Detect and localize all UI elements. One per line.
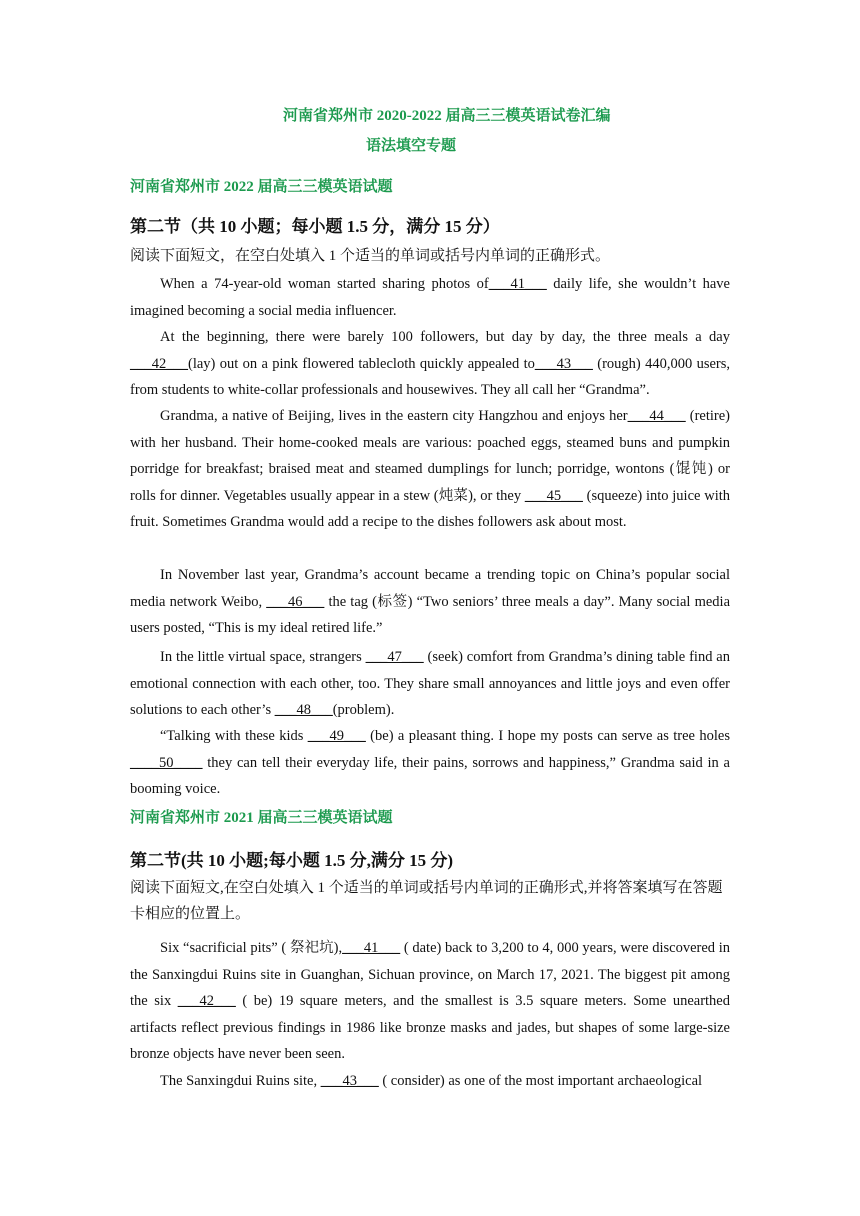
text-run: In the little virtual space, strangers: [160, 649, 366, 665]
passage-paragraph: [130, 271, 730, 324]
section-heading-2022: 河南省郑州市 2022 届高三三模英语试题: [130, 179, 393, 195]
text-run: (rough) 440,000 users, from students to white-collar professionals and housewives. They all call her “Grandma”.: [130, 355, 730, 398]
text-run: (seek) comfort from Grandma’s dining table find an emotional connection with each other, too. They share small annoyances and little joys and even offer solutions to each other’s: [130, 649, 730, 718]
blank-43: ___43___: [534, 355, 593, 372]
text-run: “Talking with these kids: [160, 728, 308, 744]
text-run: When a 74-year-old woman started sharing photos of: [160, 276, 489, 292]
text-run: (squeeze) into juice with fruit. Sometimes Grandma would add a recipe to the dishes followers ask about most.: [130, 487, 730, 530]
text-run: In November last year, Grandma’s account became a trending topic on China’s popular social media network Weibo,: [130, 567, 730, 610]
text-run: ( be) 19 square meters, and the smallest is 3.5 square meters. Some unearthed artifacts reflect previous findings in 1986 like bronze masks and jades, but shapes of some large-size bronze objects have never been seen.: [130, 993, 730, 1062]
text-run: ( consider) as one of the most important archaeological: [378, 1073, 703, 1089]
blank-43: ___43___: [320, 1073, 379, 1089]
text-run: the tag (标签) “Two seniors’ three meals a day”. Many social media users posted, “This is my ideal retired life.”: [130, 593, 731, 636]
passage-paragraph: [130, 644, 730, 724]
blank-50: ____50____: [130, 754, 203, 771]
document-subtitle: 语法填空专题: [366, 138, 457, 154]
blank-44: ___44___: [627, 408, 686, 424]
text-run: (be) a pleasant thing. I hope my posts can serve as tree holes: [365, 728, 730, 744]
document-title: 河南省郑州市 2020-2022 届高三三模英语试卷汇编: [283, 108, 611, 124]
passage-paragraph: [130, 324, 730, 404]
text-run: At the beginning, there were barely 100 followers, but day by day, the three meals a day: [160, 329, 730, 345]
blank-41: ___41___: [342, 940, 401, 956]
part-title-2022: 第二节（共 10 小题；每小题 1.5 分，满分 15 分）: [130, 217, 500, 236]
blank-46: ___46___: [266, 593, 325, 610]
passage-paragraph: [130, 935, 730, 1068]
text-run: ( date) back to 3,200 to 4, 000 years, were discovered in the Sanxingdui Ruins site in Guanghan, Sichuan province, on March 17, 2021. The biggest pit among the six: [130, 940, 731, 1009]
section-heading-2021: 河南省郑州市 2021 届高三三模英语试题: [130, 810, 393, 826]
text-run: Six “sacrificial pits” ( 祭祀坑),: [160, 940, 343, 956]
part-title-2021: 第二节(共 10 小题;每小题 1.5 分,满分 15 分): [130, 851, 453, 870]
blank-42: ___42___: [177, 993, 236, 1009]
blank-42: ___42___: [130, 355, 188, 372]
text-run: daily life, she wouldn’t have imagined becoming a social media influencer.: [130, 276, 730, 319]
text-run: (problem).: [332, 702, 395, 718]
instructions-2021: 阅读下面短文,在空白处填入 1 个适当的单词或括号内单词的正确形式,并将答案填写在答题卡相应的位置上。: [130, 880, 723, 922]
text-run: Grandma, a native of Beijing, lives in the eastern city Hangzhou and enjoys her: [160, 408, 628, 424]
passage-paragraph: [130, 723, 730, 803]
blank-41: ___41___: [488, 276, 547, 292]
text-run: (lay) out on a pink flowered tablecloth quickly appealed to: [188, 355, 535, 372]
text-run: they can tell their everyday life, their pains, sorrows and happiness,” Grandma said in a booming voice.: [130, 754, 730, 797]
passage-paragraph: [130, 403, 730, 536]
text-run: The Sanxingdui Ruins site,: [160, 1073, 321, 1089]
passage-paragraph: [130, 562, 730, 642]
text-run: (retire) with her husband. Their home-cooked meals are various: poached eggs, steamed buns and pumpkin porridge for breakfast; braised meat and steamed dumplings for lunch; porridge, wontons (馄饨) or rolls for dinner. Vegetables usually appear in a stew (炖菜), or they: [130, 408, 730, 504]
instructions-2022: 阅读下面短文，在空白处填入 1 个适当的单词或括号内单词的正确形式。: [130, 248, 611, 264]
blank-47: ___47___: [365, 649, 424, 665]
blank-49: ___49___: [307, 728, 366, 744]
blank-48: ___48___: [274, 702, 333, 718]
blank-45: ___45___: [524, 487, 583, 504]
passage-paragraph: [130, 1068, 730, 1095]
